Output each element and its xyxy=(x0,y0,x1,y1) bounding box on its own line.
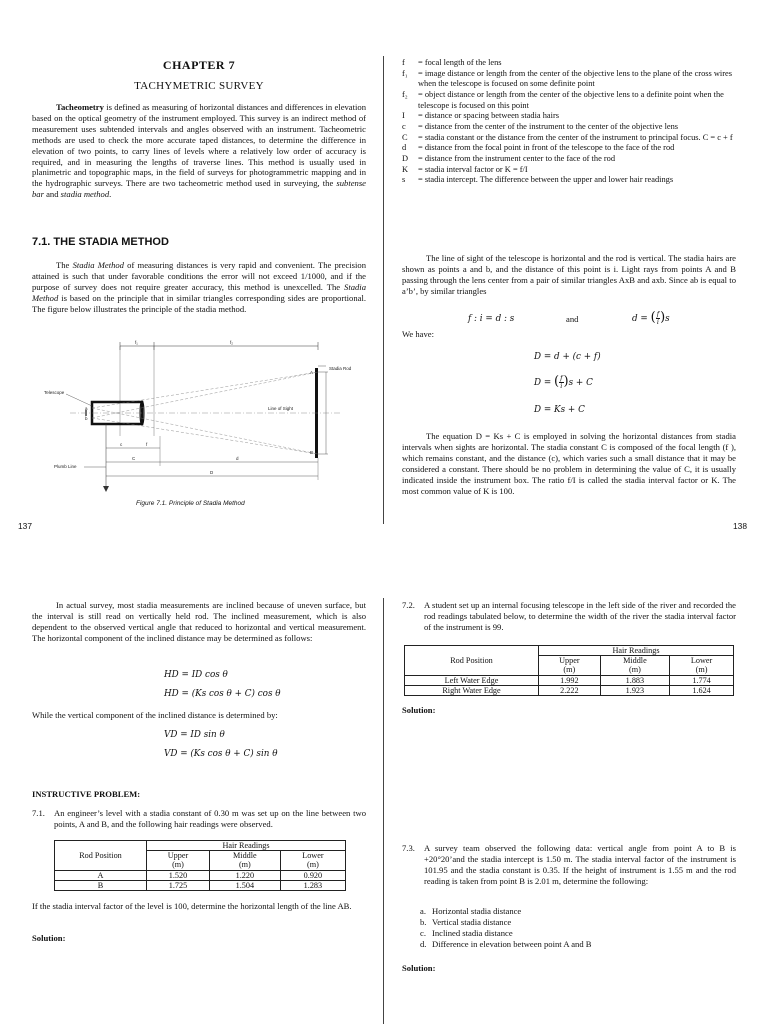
solution-text-3: Solution: xyxy=(402,963,436,973)
hair-readings-table-1 xyxy=(54,840,346,891)
lower-label: Lower xyxy=(690,656,713,666)
label-D: D xyxy=(210,470,214,475)
label-a: a xyxy=(85,406,88,411)
cell-lower: 1.283 xyxy=(280,880,345,890)
list-item xyxy=(402,939,736,950)
problem-7-3-number: 7.3. xyxy=(402,843,415,853)
chapter-subtitle: TACHYMETRIC SURVEY xyxy=(134,80,264,92)
problem-7-2 xyxy=(402,600,736,633)
definition-text: = distance from the instrument center to the face of the rod xyxy=(418,154,616,164)
label-stadia-rod: Stadia Rod xyxy=(329,366,352,371)
lower-label: Lower xyxy=(302,851,324,861)
definition-text: = distance from the focal point in front of the telescope to the face of the rod xyxy=(418,143,675,153)
definition-item xyxy=(402,69,736,90)
definition-text: = distance from the center of the instrument to the center of the objective lens xyxy=(418,122,679,132)
frac2-num: f xyxy=(560,374,563,383)
middle-header xyxy=(600,656,669,675)
list-item xyxy=(402,917,736,928)
intro-subtense: subtense bar xyxy=(32,178,366,200)
table-row xyxy=(405,685,734,695)
column-divider-top xyxy=(383,56,384,524)
definition-symbol: D xyxy=(402,154,409,164)
definition-item xyxy=(402,122,736,133)
cell-middle: 1.220 xyxy=(209,870,280,880)
intro-and: and xyxy=(43,189,61,200)
intro-stadia: stadia method xyxy=(60,189,110,200)
label-C: C xyxy=(132,456,136,461)
definition-item xyxy=(402,165,736,176)
list-item xyxy=(402,928,736,939)
equation-d-rhs: s xyxy=(665,313,670,324)
definition-symbol: K xyxy=(402,164,409,174)
equation-2: D = ( $\frac{f}{i}$ )s + C xyxy=(534,374,593,390)
list-item-text: Vertical stadia distance xyxy=(432,916,512,927)
section-heading: 7.1. THE STADIA METHOD xyxy=(32,236,169,248)
definition-symbol: C xyxy=(402,132,408,142)
intro-text: is defined as measuring of horizontal distances and differences in elevation based on the optical geometry of the instrument employed. This survey is an indirect method of measurement uses subtended intervals and angles observed with an instrument. Tacheometric methods are used to check the more accurate taped distances, to determine the difference in elevation of two points, to carry lines of levels where a relatively low order of accuracy is required, and in measuring the lengths of traverse lines. This method is usually used in planimetric and topographic maps, in the field of surveys for photogrammetric mapping and in the hydrographic surveys. There are two tacheometric method used in surveying, the xyxy=(32,102,366,189)
problem-7-2-text: A student set up an internal focusing telescope in the left side of the river and recorded the rod readings tabulated below, to determine the width of the river the stadia interval factor of the instrument is 99. xyxy=(424,600,736,632)
label-A: A xyxy=(310,370,314,375)
label-d: d xyxy=(236,456,239,461)
rod-position-header: Rod Position xyxy=(55,841,147,871)
definition-text: = stadia interval factor or K = f/I xyxy=(418,164,528,174)
list-item-text: Inclined stadia distance xyxy=(432,927,513,938)
stadia-term-1: Stadia Method xyxy=(72,260,124,270)
equation-3: D = Ks + C xyxy=(534,405,585,415)
definition-item xyxy=(402,175,736,186)
list-item-marker: d. xyxy=(420,938,427,949)
lower-unit: (m) xyxy=(306,860,319,870)
equation-1: D = d + (c + f) xyxy=(534,352,601,362)
list-item-text: Horizontal stadia distance xyxy=(432,906,522,916)
hd-equation-2: HD = (Ks cos θ + C) cos θ xyxy=(164,689,281,699)
upper-header xyxy=(539,656,601,675)
intro-bold-term: Tacheometry xyxy=(56,102,104,112)
hair-readings-header: Hair Readings xyxy=(147,841,346,851)
column-divider-bottom xyxy=(383,598,384,1024)
label-line-of-sight: Line of Sight xyxy=(268,406,294,411)
frac-den: i xyxy=(656,317,659,326)
equation-ratio: f : i = d : s xyxy=(468,314,515,324)
cell-upper: 1.725 xyxy=(147,880,210,890)
definition-item xyxy=(402,133,736,144)
definition-text: = object distance or length from the center of the objective lens to a definite point when the telescope is focused on this point xyxy=(418,90,724,110)
list-item-text: Difference in elevation between point A and B xyxy=(432,938,592,949)
label-b: b xyxy=(85,416,88,421)
stadia-text-a: The xyxy=(56,260,73,270)
rod-position-header: Rod Position xyxy=(405,646,539,676)
inclined-paragraph: In actual survey, most stadia measurements are inclined because of uneven surface, but the interval is still read on vertically held rod. The inclined measurement, which is also dependent to the observed vertical angle that reduced to horizontal and vertical measurement. The horizontal component of the inclined distance may be determined as follows: xyxy=(32,600,366,643)
definition-item xyxy=(402,111,736,122)
list-item-marker: c. xyxy=(420,927,426,938)
cell-upper: 1.992 xyxy=(539,675,601,685)
middle-label: Middle xyxy=(623,656,647,666)
equation-2-lhs: D = xyxy=(534,377,555,388)
cell-middle: 1.504 xyxy=(209,880,280,890)
cell-lower: 0.920 xyxy=(280,870,345,880)
vd-equation-2: VD = (Ks cos θ + C) sin θ xyxy=(164,749,278,759)
problem-7-3-text: A survey team observed the following data: vertical angle from point A to B is +20°20’and the stadia intercept is 1.50 m. The stadia interval factor of the instrument is 101.95 and the stadia constant is 0.35. If the height of instrument is 1.55 m and the rod reading is taken from point B is 2.01 m, determine the following: xyxy=(424,843,736,886)
label-plumb-line: Plumb Line xyxy=(54,464,77,469)
definition-symbol: f xyxy=(402,58,405,67)
problem-7-2-number: 7.2. xyxy=(402,600,415,610)
problem-7-1-number: 7.1. xyxy=(32,808,45,818)
definition-text: = stadia constant or the distance from the center of the instrument to principal focus. C = c + f xyxy=(418,132,733,142)
frac-num: f xyxy=(656,310,660,319)
label-telescope: Telescope xyxy=(44,390,65,395)
hd-equation-1: HD = ID cos θ xyxy=(164,670,228,680)
definition-text: = stadia intercept. The difference between the upper and lower hair readings xyxy=(418,175,674,185)
definition-symbol: d xyxy=(402,143,407,153)
and-word: and xyxy=(566,314,579,324)
table-row xyxy=(55,870,346,880)
we-have-label: We have: xyxy=(402,329,434,339)
row-label: Right Water Edge xyxy=(405,685,539,695)
stadia-term-2: Stadia Method xyxy=(32,281,366,303)
label-f2: f₂ xyxy=(230,340,233,345)
solution-text-2: Solution: xyxy=(402,705,436,715)
definition-item xyxy=(402,58,736,69)
equation-d: d = ( $\frac{f}{i}$ )s xyxy=(632,310,670,326)
cell-lower: 1.624 xyxy=(670,685,734,695)
cell-lower: 1.774 xyxy=(670,675,734,685)
line-of-sight-paragraph: The line of sight of the telescope is horizontal and the rod is vertical. The stadia hairs are shown as points a and b, and the distance of this point is i. Light rays from points A and B passing through the lens center from a pair of similar triangles AxB and axb. Since ab is equal to a’b’, by similar triangles xyxy=(402,253,736,296)
middle-unit: (m) xyxy=(238,860,251,870)
problem-7-1 xyxy=(32,808,366,830)
list-item xyxy=(402,906,736,917)
definition-symbol: s xyxy=(402,175,406,185)
equation-explanation: The equation D = Ks + C is employed in solving the horizontal distances from stadia intervals when sights are horizontal. The stadia constant C is composed of the focal length (f ), which remains constant, and the distance (c), which varies such a small distance that it may be considered a constant. There should be no problem in determining the value of C, it is usually indicated inside the instrument box. The ratio f/I is called the stadia interval factor or K. The most common value of K is 100. xyxy=(402,431,736,496)
problem-7-3 xyxy=(402,843,736,887)
table-row xyxy=(55,880,346,890)
equation-d-lhs: d = xyxy=(632,313,651,324)
cell-middle: 1.923 xyxy=(600,685,669,695)
stadia-paragraph xyxy=(32,260,366,315)
cell-middle: 1.883 xyxy=(600,675,669,685)
equation-2-rhs: s + C xyxy=(568,377,593,388)
page-number-138: 138 xyxy=(733,521,747,531)
middle-label: Middle xyxy=(233,851,257,861)
row-label: A xyxy=(55,870,147,880)
chapter-title: CHAPTER 7 xyxy=(162,58,236,72)
hair-readings-header: Hair Readings xyxy=(539,646,734,656)
upper-unit: (m) xyxy=(172,860,184,870)
solution-text-1: Solution: xyxy=(32,933,66,943)
hair-readings-table-2 xyxy=(404,645,734,696)
solution-label-2 xyxy=(402,705,435,716)
upper-unit: (m) xyxy=(563,665,576,675)
upper-label: Upper xyxy=(167,851,189,861)
definition-item xyxy=(402,90,736,111)
lower-header xyxy=(280,851,345,870)
middle-unit: (m) xyxy=(628,665,641,675)
upper-label: Upper xyxy=(559,656,580,666)
definition-text: = distance or spacing between stadia hairs xyxy=(418,111,560,121)
instructive-heading xyxy=(32,789,140,800)
stadia-text-c: is based on the principle that in similar triangles corresponding sides are proportional. The figure below illustrates the principle of the stadia method. xyxy=(32,292,366,314)
frac2-den: i xyxy=(560,381,563,390)
vd-equation-1: VD = ID sin θ xyxy=(164,730,225,740)
problem-7-3-items xyxy=(402,906,736,950)
list-item-marker: b. xyxy=(420,916,427,927)
problem-7-1-text: An engineer’s level with a stadia constant of 0.30 m was set up on the line between two points, A and B, and the following hair readings were observed. xyxy=(54,808,366,829)
solution-label-1 xyxy=(32,933,65,944)
solution-label-3 xyxy=(402,963,435,974)
label-f1: f₁ xyxy=(135,340,138,345)
instructive-text: INSTRUCTIVE PROBLEM: xyxy=(32,789,141,799)
definition-symbol: c xyxy=(402,122,406,132)
definition-symbol: f₂ xyxy=(402,90,408,100)
label-c: c xyxy=(120,442,123,447)
middle-header xyxy=(209,851,280,870)
intro-paragraph xyxy=(32,102,366,200)
definition-item xyxy=(402,154,736,165)
definitions-list xyxy=(402,58,736,186)
label-f: f xyxy=(146,442,148,447)
definition-symbol: f₁ xyxy=(402,68,408,78)
after-table-text: If the stadia interval factor of the level is 100, determine the horizontal length of the line AB. xyxy=(32,901,352,911)
vertical-paragraph: While the vertical component of the inclined distance is determined by: xyxy=(32,710,278,720)
cell-upper: 2.222 xyxy=(539,685,601,695)
label-B: B xyxy=(310,450,314,455)
lower-header xyxy=(670,656,734,675)
definition-item xyxy=(402,143,736,154)
definition-symbol: I xyxy=(402,111,405,121)
row-label: B xyxy=(55,880,147,890)
list-item-marker: a. xyxy=(420,906,426,916)
upper-header xyxy=(147,851,210,870)
intro-end: . xyxy=(109,189,112,200)
stadia-method-figure xyxy=(40,336,356,496)
lower-unit: (m) xyxy=(695,665,708,675)
table-row xyxy=(405,675,734,685)
definition-text: = focal length of the lens xyxy=(418,58,502,67)
definition-text: = image distance or length from the center of the objective lens to the plane of the cross wires when the telescope is focused on some definite point xyxy=(418,68,733,89)
stadia-text-b: of measuring distances is very rapid and convenient. The precision attained is such that under favorable conditions the error will not exceed 1/1000, and if the purpose of survey does not require greater accuracy, this method is unexcelled. The xyxy=(32,260,366,292)
cell-upper: 1.520 xyxy=(147,870,210,880)
page-number-137: 137 xyxy=(18,521,32,531)
row-label: Left Water Edge xyxy=(405,675,539,685)
figure-caption: Figure 7.1. Principle of Stadia Method xyxy=(136,500,245,507)
